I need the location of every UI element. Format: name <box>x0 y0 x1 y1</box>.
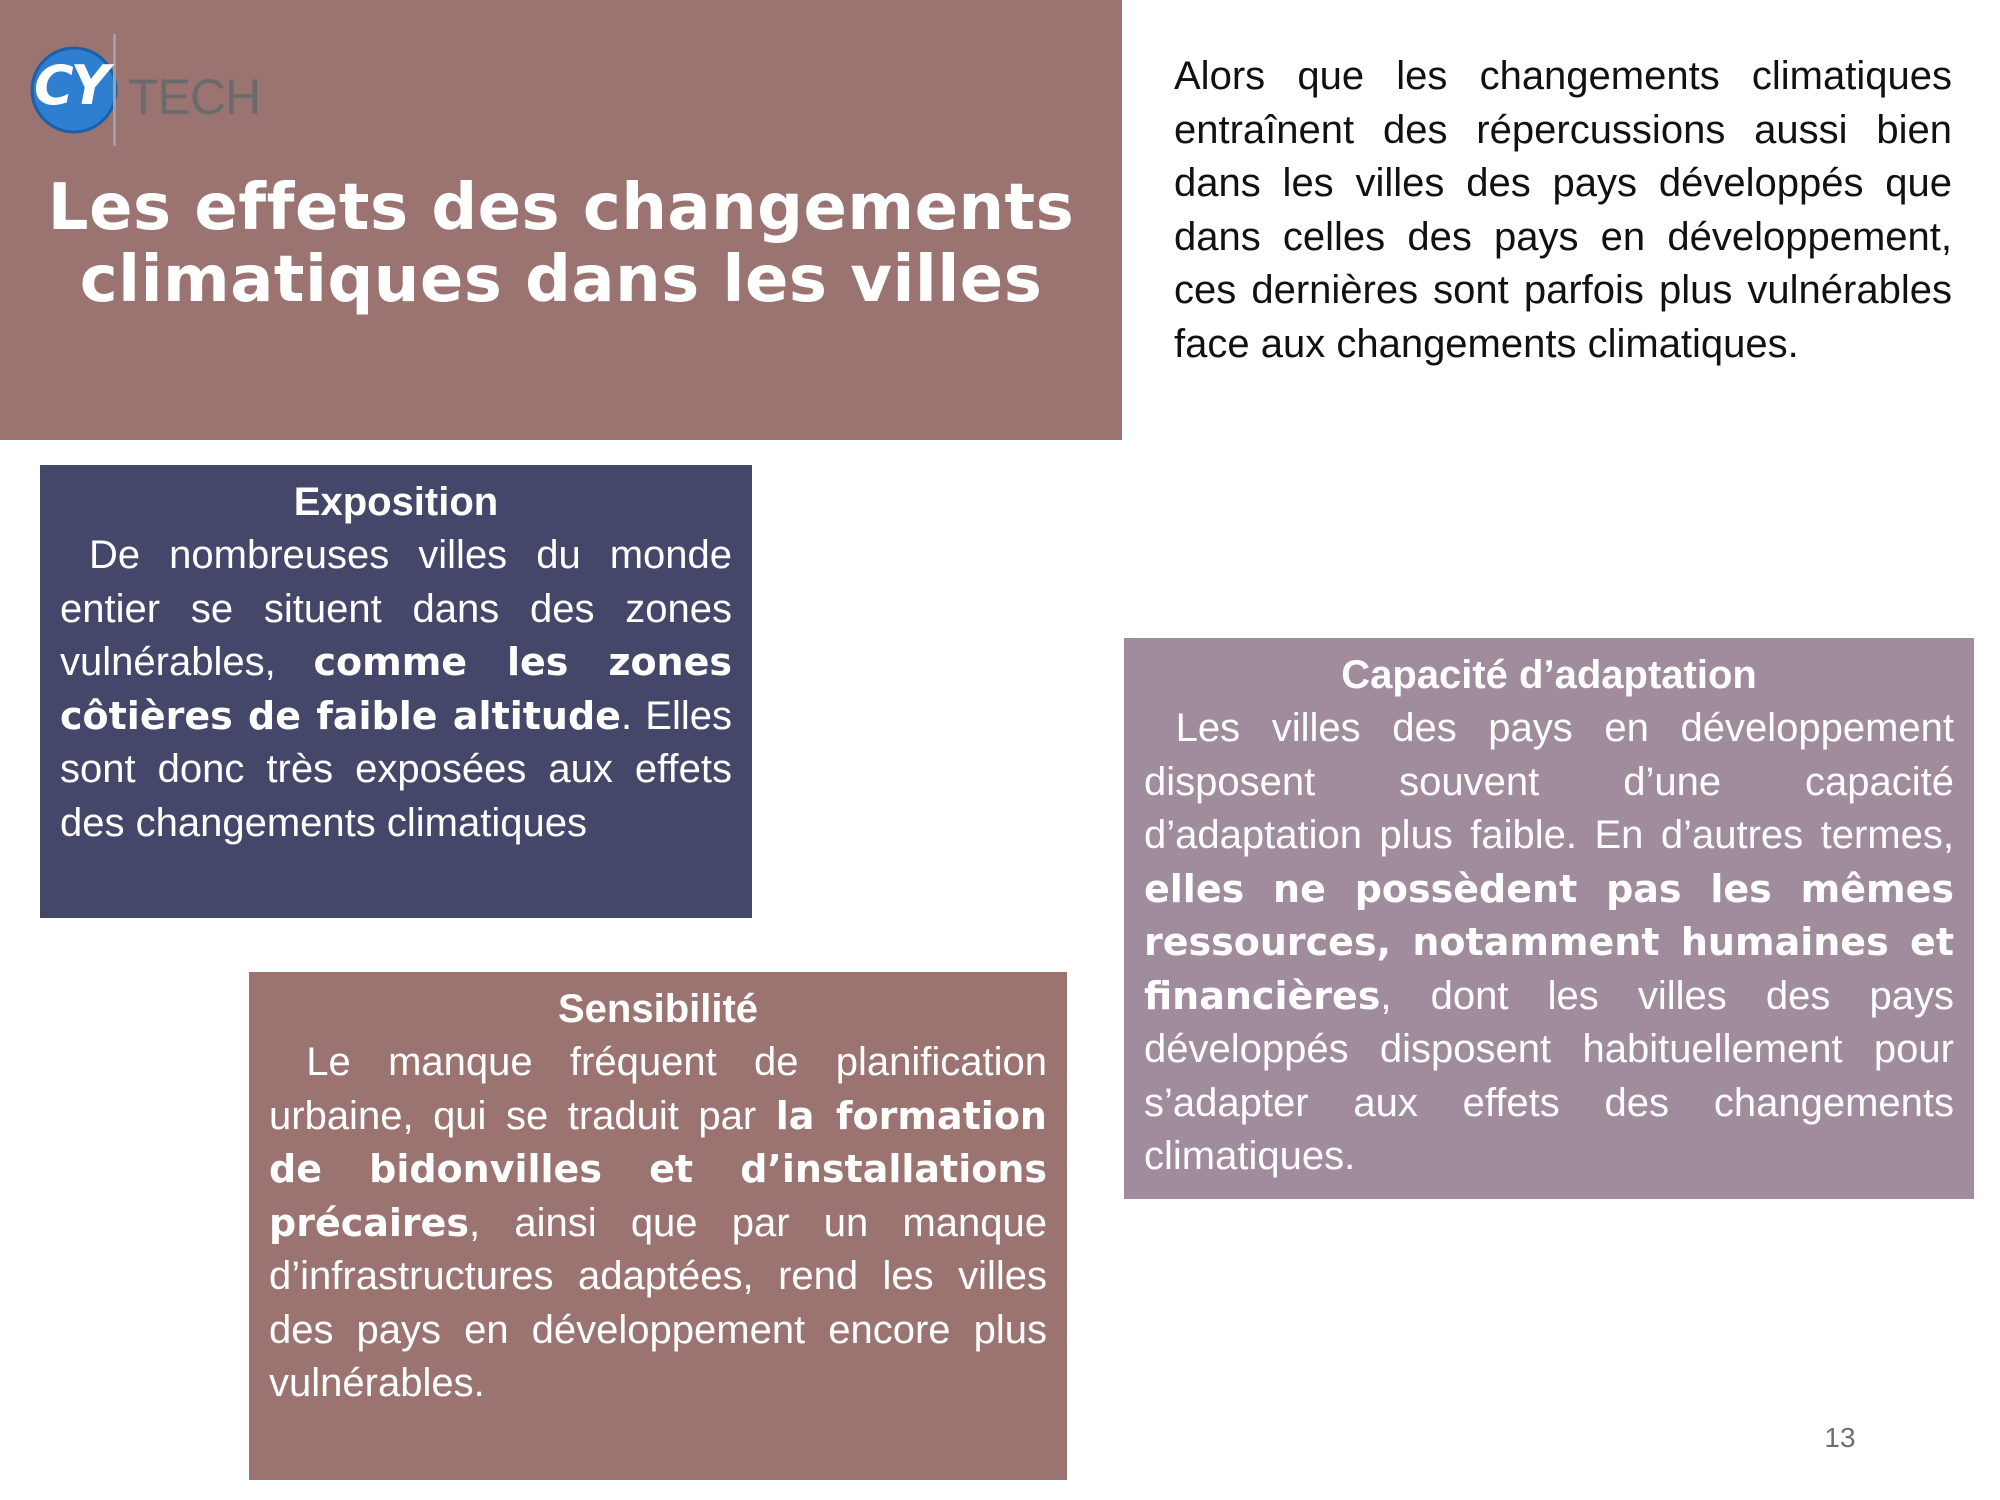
logo-word: TECH <box>128 69 261 125</box>
sensibilite-heading: Sensibilité <box>557 987 759 1031</box>
page-title <box>20 172 1102 316</box>
sensibilite-text <box>269 1036 1047 1411</box>
exposition-text-bold: comme les zones côtières de faible altitude <box>60 640 732 738</box>
exposition-box <box>40 465 752 918</box>
logo-monogram: CY <box>34 54 107 117</box>
sensibilite-box <box>249 972 1067 1480</box>
adaptation-box <box>1124 638 1974 1199</box>
exposition-heading: Exposition <box>293 480 499 524</box>
adaptation-text <box>1144 702 1954 1184</box>
exposition-text-part1: De nombreuses villes du monde entier se situent dans des zones vulnérables, <box>60 533 732 684</box>
exposition-text <box>60 529 732 850</box>
title-line-1: Les effets des changements <box>47 171 1075 245</box>
adaptation-text-part2: , dont les villes des pays développés disposent habituellement pour s’adapter aux effets des changements climatiques. <box>1144 973 1954 1178</box>
title-banner <box>0 0 1122 440</box>
adaptation-text-bold: elles ne possèdent pas les mêmes ressources, notamment humaines et financières <box>1144 866 1954 1018</box>
title-line-2: climatiques dans les villes <box>79 243 1043 317</box>
sensibilite-text-bold: la formation de bidonvilles et d’installations précaires <box>269 1093 1047 1245</box>
adaptation-heading: Capacité d’adaptation <box>1341 653 1757 697</box>
exposition-text-part2: . Elles sont donc très exposées aux effets des changements climatiques <box>60 693 732 845</box>
sensibilite-text-part1: Le manque fréquent de planification urbaine, qui se traduit par <box>269 1040 1047 1138</box>
page-number: 13 <box>1824 1422 1856 1453</box>
sensibilite-text-part2: , ainsi que par un manque d’infrastructures adaptées, rend les villes des pays en développement encore plus vulnérables. <box>269 1200 1047 1405</box>
adaptation-text-part1: Les villes des pays en développement disposent souvent d’une capacité d’adaptation plus faible. En d’autres termes, <box>1144 706 1954 857</box>
intro-paragraph: Alors que les changements climatiques entraînent des répercussions aussi bien dans les villes des pays développés que dans celles des pays en développement, ces dernières sont parfois plus vulnérables face aux changements climatiques. <box>1174 54 1952 366</box>
cy-tech-logo <box>16 28 261 158</box>
